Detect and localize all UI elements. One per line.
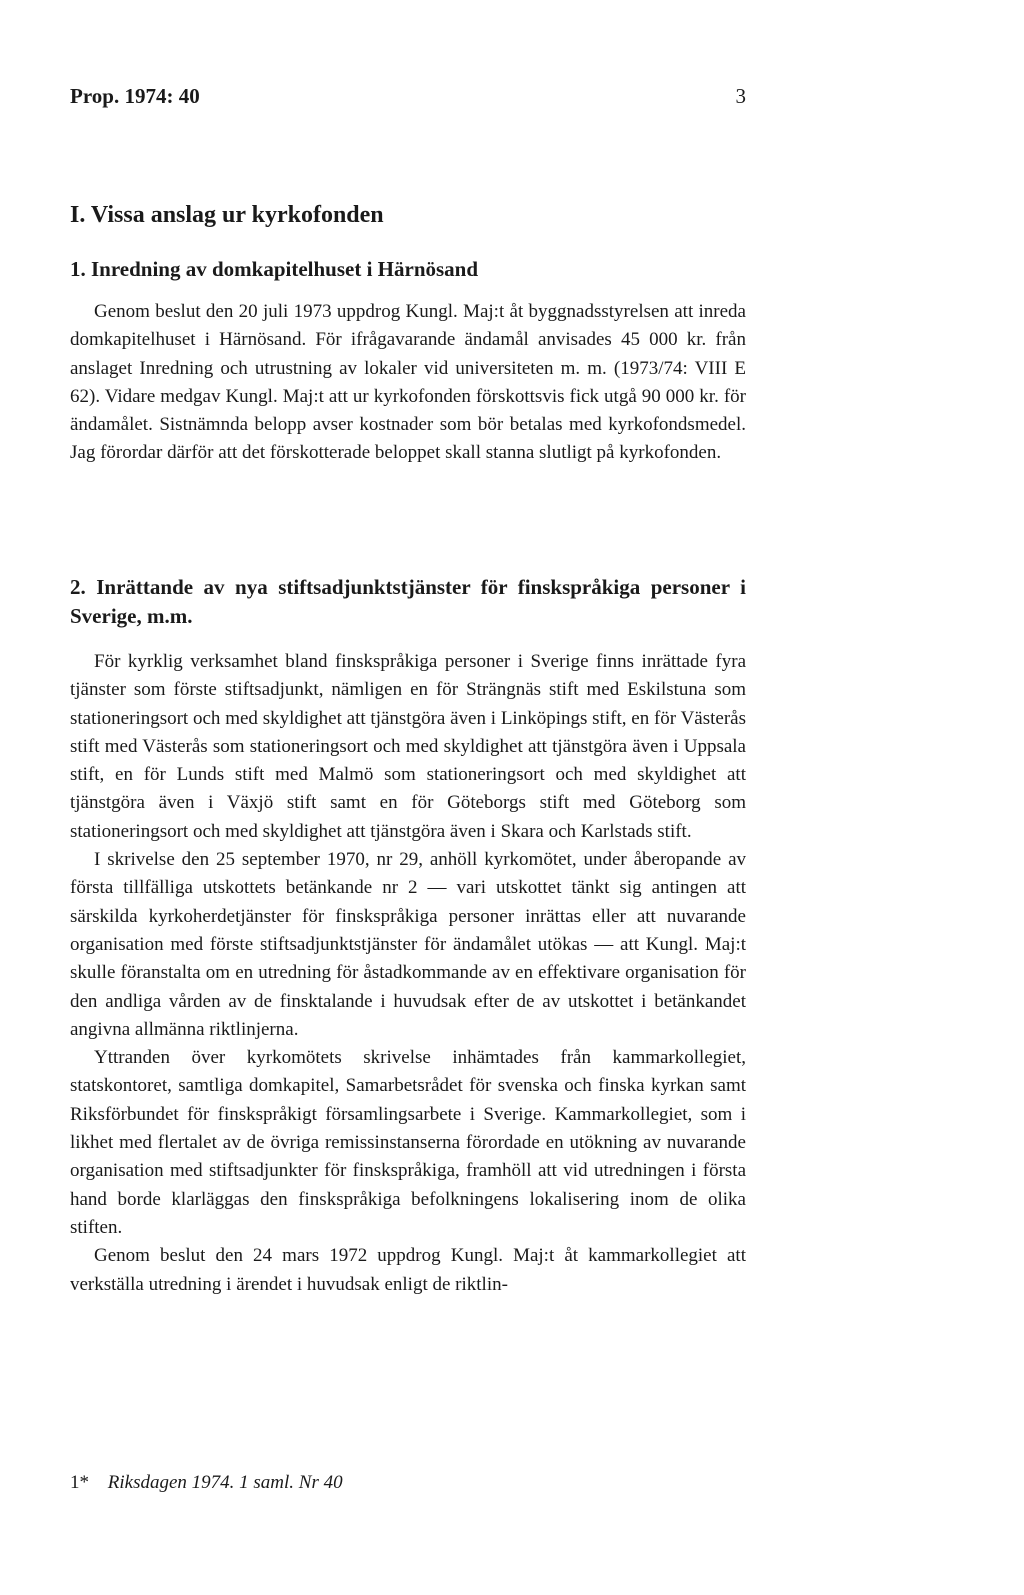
document-title: Prop. 1974: 40 <box>70 84 200 108</box>
page-header <box>70 84 746 109</box>
section-heading: I. Vissa anslag ur kyrkofonden <box>70 202 384 228</box>
page-number: 3 <box>735 84 746 108</box>
document-page <box>70 0 746 1595</box>
subsection-1-heading: 1. Inredning av domkapitelhuset i Härnösand <box>70 257 479 281</box>
footer-source: Riksdagen 1974. 1 saml. Nr 40 <box>107 1472 343 1493</box>
paragraph: I skrivelse den 25 september 1970, nr 29, anhöll kyrkomötet, under åberopande av första tillfälliga utskottets betänkande nr 2 — vari utskottet tänkt sig antingen att särskilda kyrkoherdetjänster för finskspråkiga personer inrättas eller att nuvarande organisation med förste stiftsadjunktstjänster för ändamålet utökas — att Kungl. Maj:t skulle föranstalta om en utredning för åstadkommande av en effektivare organisation för den andliga vården av de finsktalande i huvudsak efter de av utskottet i betänkandet angivna allmänna riktlinjerna. <box>70 849 746 1040</box>
paragraph: Yttranden över kyrkomötets skrivelse inhämtades från kammarkollegiet, statskontoret, samtliga domkapitel, Samarbetsrådet för svenska och finska kyrkan samt Riksförbundet för finskspråkigt församlingsarbete i Sverige. Kammarkollegiet, som i likhet med flertalet av de övriga remissinstanserna förordade en utökning av nuvarande organisation med stiftsadjunkter för finskspråkiga, framhöll att vid utredningen i första hand borde klarläggas den finskspråkiga befolkningens lokalisering inom de olika stiften. <box>70 1047 746 1238</box>
paragraph: För kyrklig verksamhet bland finskspråkiga personer i Sverige finns inrättade fyra tjänster som förste stiftsadjunkt, nämligen en för Strängnäs stift med Eskilstuna som stationeringsort och med skyldighet att tjänstgöra även i Linköpings stift, en för Västerås stift med Västerås som stationeringsort och med skyldighet att tjänstgöra även i Uppsala stift, en för Lunds stift med Malmö som stationeringsort och med skyldighet att tjänstgöra även i Växjö stift samt en för Göteborgs stift med Göteborg som stationeringsort och med skyldighet att tjänstgöra även i Skara och Karlstads stift. <box>70 651 746 842</box>
paragraph: Genom beslut den 24 mars 1972 uppdrog Kungl. Maj:t åt kammarkollegiet att verkställa utredning i ärendet i huvudsak enligt de riktlin- <box>70 1245 746 1295</box>
page-footer <box>70 1472 343 1494</box>
subsection-1-body <box>70 298 746 468</box>
footer-mark: 1* <box>70 1472 89 1493</box>
subsection-2-body <box>70 648 746 1299</box>
paragraph: Genom beslut den 20 juli 1973 uppdrog Kungl. Maj:t åt byggnadsstyrelsen att inreda domkapitelhuset i Härnösand. För ifrågavarande ändamål anvisades 45 000 kr. från anslaget Inredning och utrustning av lokaler vid universiteten m. m. (1973/74: VIII E 62). Vidare medgav Kungl. Maj:t att ur kyrkofonden förskottsvis fick utgå 90 000 kr. för ändamålet. Sistnämnda belopp avser kostnader som bör betalas med kyrkofondsmedel. Jag förordar därför att det förskotterade beloppet skall stanna slutligt på kyrkofonden. <box>70 301 746 464</box>
subsection-2-heading: 2. Inrättande av nya stiftsadjunktstjänster för finskspråkiga personer i Sverige, m.m. <box>70 575 746 628</box>
